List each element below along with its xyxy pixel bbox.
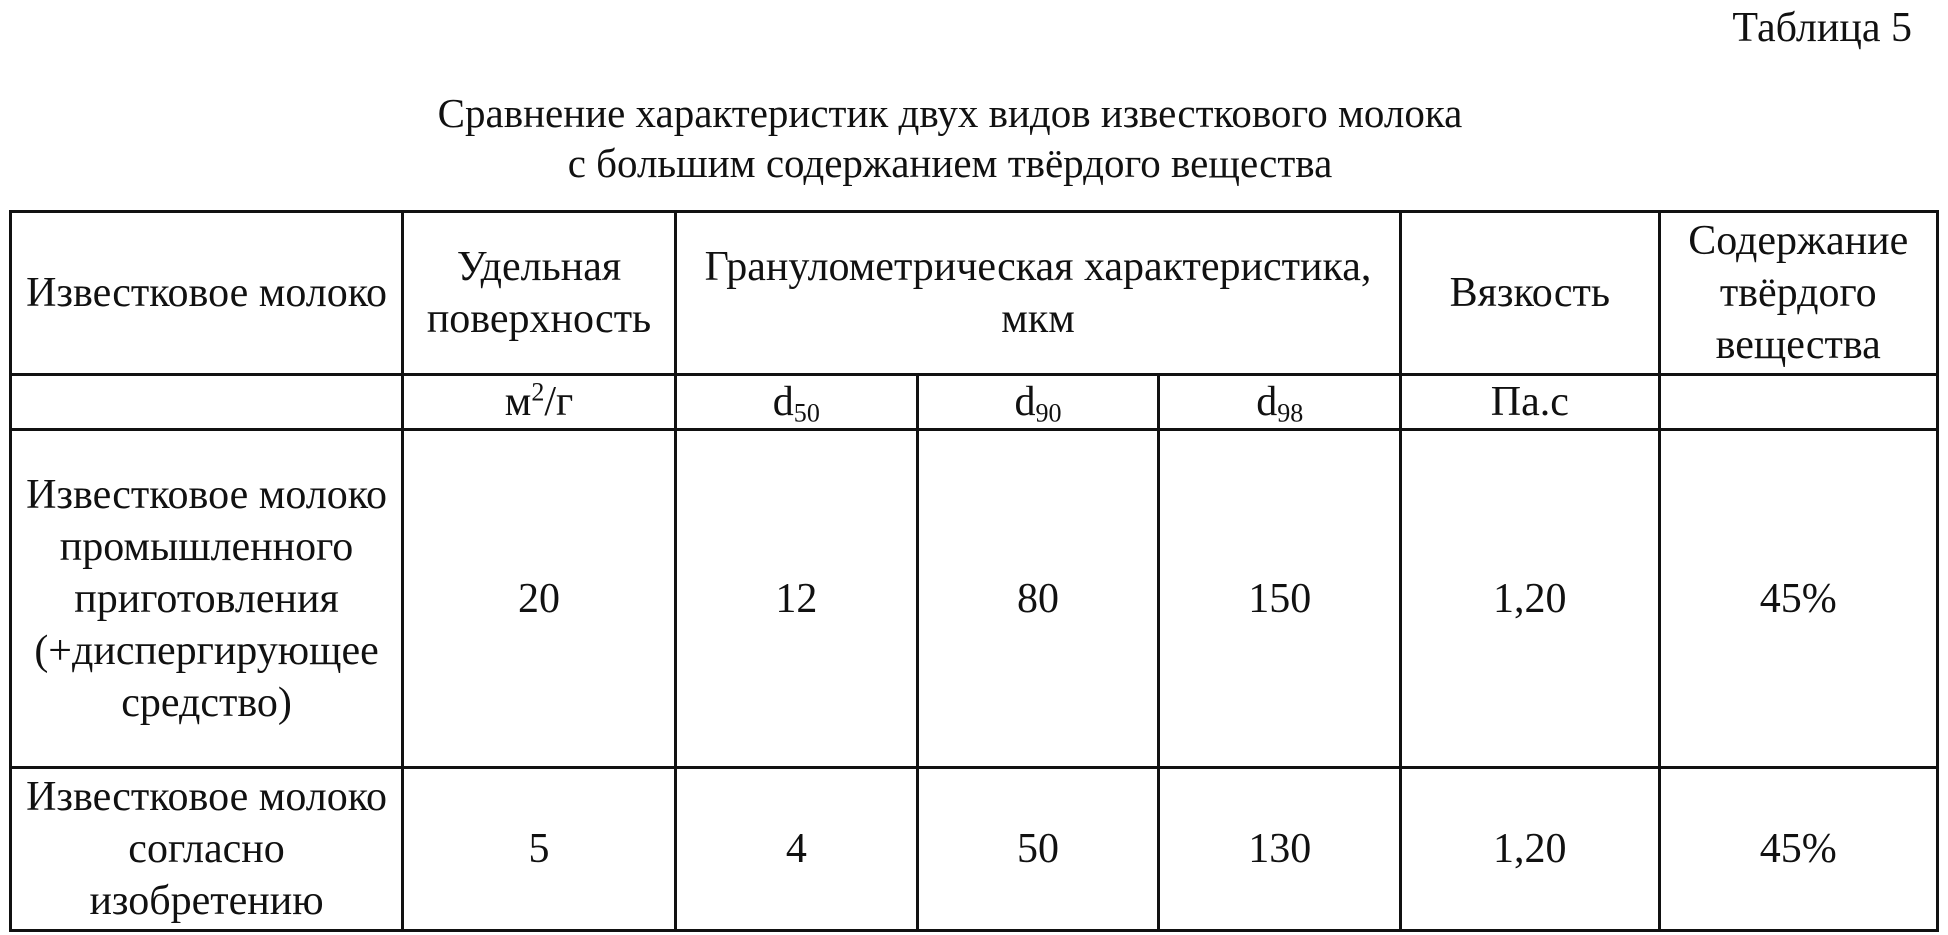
cell-d98: 130 [1159,768,1401,931]
table-row [11,430,1938,768]
row-name: Известковое молоко согласно изобретению [11,768,403,931]
cell-d50: 12 [675,430,917,768]
unit-lime-milk [11,375,403,430]
unit-specific-surface: $м^2/г$ [403,375,676,430]
title-line-1: Сравнение характеристик двух видов известкового молока [437,90,1463,136]
row-name: Известковое молоко промышленного приготовления (+диспергирующее средство) [11,430,403,768]
title-line-2: с большим содержанием твёрдого вещества [567,140,1333,186]
unit-d90: $d_{90}$ [917,375,1159,430]
header-viscosity: Вязкость [1401,212,1659,375]
table-number: Таблица 5 [1732,5,1912,51]
cell-specific-surface: 20 [403,430,676,768]
cell-specific-surface: 5 [403,768,676,931]
cell-solids-content: 45% [1659,430,1938,768]
cell-viscosity: 1,20 [1401,430,1659,768]
cell-d90: 80 [917,430,1159,768]
header-lime-milk: Известковое молоко [11,212,403,375]
cell-d50: 4 [675,768,917,931]
header-solids-content: Содержание твёрдого вещества [1659,212,1938,375]
units-row [11,375,1938,430]
cell-d90: 50 [917,768,1159,931]
unit-d50: $d_{50}$ [675,375,917,430]
table-title [300,88,1600,188]
header-specific-surface: Удельная поверхность [403,212,676,375]
header-granulometric: Гранулометрическая характеристика, мкм [675,212,1400,375]
cell-solids-content: 45% [1659,768,1938,931]
table-row [11,768,1938,931]
cell-d98: 150 [1159,430,1401,768]
comparison-table [9,210,1939,932]
unit-solids-content [1659,375,1938,430]
header-row [11,212,1938,375]
unit-viscosity: Па.с [1401,375,1659,430]
cell-viscosity: 1,20 [1401,768,1659,931]
unit-d98: $d_{98}$ [1159,375,1401,430]
